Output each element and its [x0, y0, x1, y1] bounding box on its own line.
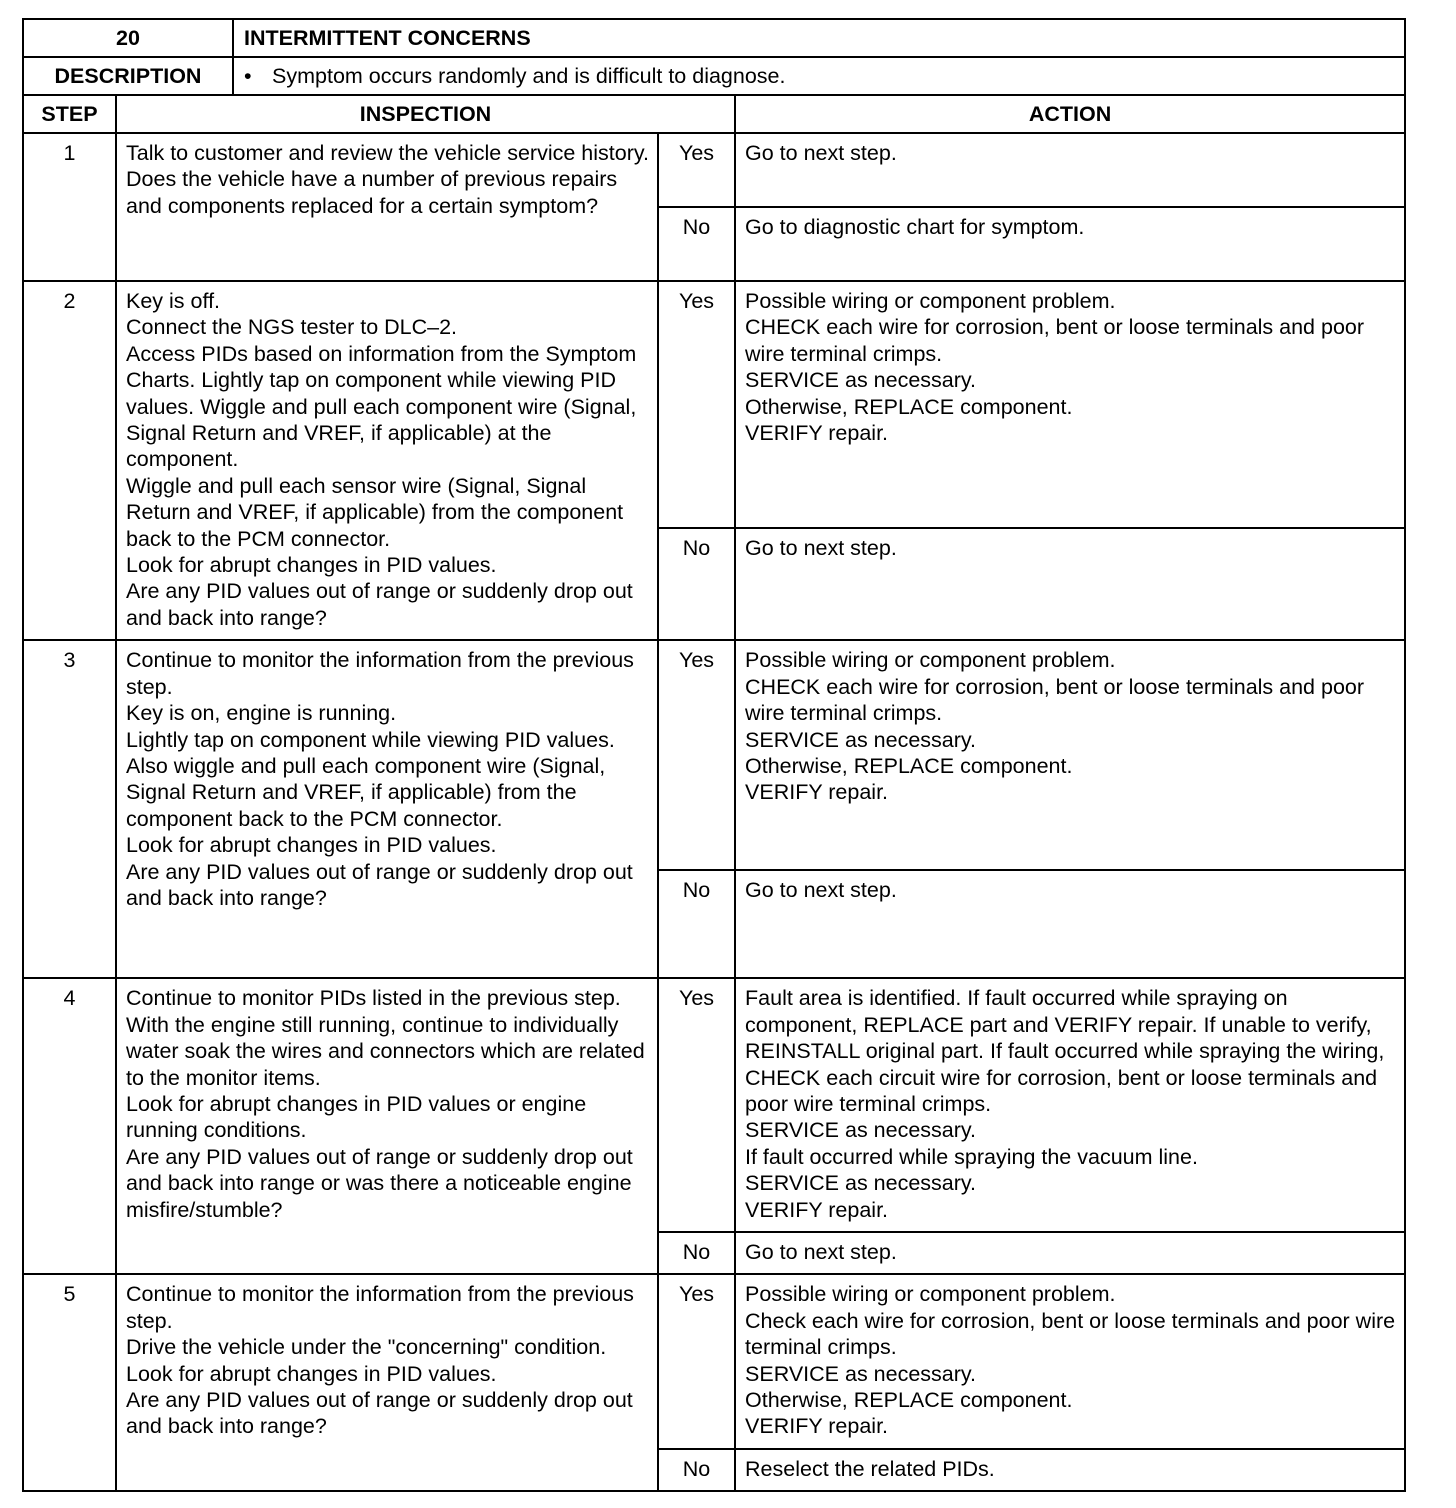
yes-label: Yes — [658, 133, 735, 207]
action-line: CHECK each wire for corrosion, bent or loose terminals and poor wire terminal crimps. — [745, 315, 1365, 366]
action-line: Possible wiring or component problem. — [745, 289, 1116, 313]
inspection-line: Key is on, engine is running. — [126, 701, 397, 726]
yes-label: Yes — [658, 978, 735, 1232]
diagnostic-page — [22, 18, 1406, 1492]
inspection-cell — [116, 640, 658, 978]
inspection-line: Look for abrupt changes in PID values. — [126, 553, 497, 578]
yes-label: Yes — [658, 640, 735, 870]
action-line: Go to diagnostic chart for symptom. — [745, 215, 1085, 239]
inspection-line: Look for abrupt changes in PID values. — [126, 1361, 497, 1386]
description-row — [23, 57, 1405, 95]
section-number: 20 — [23, 19, 233, 57]
action-line: SERVICE as necessary. — [745, 1361, 977, 1386]
description-label: DESCRIPTION — [23, 57, 233, 95]
yes-action — [735, 640, 1405, 870]
inspection-line: Drive the vehicle under the "concerning" condition. — [126, 1335, 607, 1360]
action-line: CHECK each wire for corrosion, bent or loose terminals and poor wire terminal crimps. — [745, 674, 1365, 726]
step-number: 2 — [23, 281, 116, 640]
no-label: No — [658, 528, 735, 640]
inspection-line: Are any PID values out of range or suddenly drop out and back into range? — [126, 859, 633, 910]
inspection-cell — [116, 978, 658, 1274]
action-line: Go to next step. — [745, 878, 897, 903]
no-label: No — [658, 1449, 735, 1491]
action-line: VERIFY repair. — [745, 421, 889, 446]
inspection-line: Continue to monitor the information from the previous step. — [126, 1282, 634, 1333]
action-line: Fault area is identified. If fault occurred while spraying on component, REPLACE part and VERIFY repair. If unable to verify, REINSTALL original part. If fault occurred while spraying the wiring, CHECK each circuit wire for corrosion, bent or loose terminals and poor wire terminal crimps. — [745, 986, 1385, 1116]
col-inspection-header: INSPECTION — [116, 95, 735, 133]
inspection-line: Access PIDs based on information from the Symptom Charts. Lightly tap on component while viewing PID values. Wiggle and pull each component wire (Signal, Signal Return and VREF, if applicable) at the component. — [126, 341, 637, 472]
no-label: No — [658, 207, 735, 281]
action-line: Otherwise, REPLACE component. — [745, 1387, 1073, 1412]
no-action — [735, 207, 1405, 281]
inspection-cell — [116, 281, 658, 640]
action-line: Check each wire for corrosion, bent or loose terminals and poor wire terminal crimps. — [745, 1308, 1396, 1360]
inspection-line: Continue to monitor PIDs listed in the previous step. With the engine still running, continue to individually water soak the wires and connectors which are related to the monitor items. — [126, 986, 645, 1090]
column-header-row — [23, 95, 1405, 133]
yes-label: Yes — [658, 281, 735, 528]
step-row — [23, 133, 1405, 207]
no-label: No — [658, 1232, 735, 1274]
action-line: SERVICE as necessary. — [745, 727, 977, 752]
yes-action — [735, 978, 1405, 1232]
no-action — [735, 870, 1405, 978]
no-action — [735, 1449, 1405, 1491]
inspection-line: Connect the NGS tester to DLC–2. — [126, 315, 458, 340]
yes-action — [735, 1274, 1405, 1448]
description-cell — [233, 57, 1405, 95]
diagnostic-table — [22, 18, 1406, 1492]
action-line: VERIFY repair. — [745, 1197, 889, 1222]
action-line: Possible wiring or component problem. — [745, 1282, 1116, 1307]
inspection-line: Lightly tap on component while viewing PID values. — [126, 727, 615, 752]
inspection-line: Talk to customer and review the vehicle service history. — [126, 141, 649, 165]
step-row — [23, 1274, 1405, 1448]
action-line: VERIFY repair. — [745, 780, 889, 805]
col-step-header: STEP — [23, 95, 116, 133]
step-row — [23, 640, 1405, 870]
inspection-line: Key is off. — [126, 289, 221, 313]
action-line: Go to next step. — [745, 1239, 897, 1264]
inspection-cell — [116, 1274, 658, 1491]
yes-label: Yes — [658, 1274, 735, 1448]
yes-action — [735, 281, 1405, 528]
inspection-line: Does the vehicle have a number of previous repairs and components replaced for a certain symptom? — [126, 167, 618, 218]
inspection-line: Are any PID values out of range or suddenly drop out and back into range or was there a noticeable engine misfire/stumble? — [126, 1144, 633, 1222]
action-line: Otherwise, REPLACE component. — [745, 753, 1073, 778]
yes-action — [735, 133, 1405, 207]
inspection-line: Look for abrupt changes in PID values or engine running conditions. — [126, 1091, 587, 1143]
action-line: Possible wiring or component problem. — [745, 648, 1116, 673]
inspection-line: Also wiggle and pull each component wire (Signal, Signal Return and VREF, if applicable) from the component back to the PCM connector. — [126, 753, 606, 831]
action-line: Go to next step. — [745, 141, 897, 165]
step-number: 5 — [23, 1274, 116, 1491]
action-line: SERVICE as necessary. — [745, 1171, 977, 1196]
action-line: SERVICE as necessary. — [745, 1118, 977, 1143]
col-action-header: ACTION — [735, 95, 1405, 133]
inspection-line: Continue to monitor the information from the previous step. — [126, 648, 634, 699]
step-row — [23, 281, 1405, 528]
step-number: 3 — [23, 640, 116, 978]
action-line: VERIFY repair. — [745, 1414, 889, 1439]
step-row — [23, 978, 1405, 1232]
no-action — [735, 528, 1405, 640]
action-line: If fault occurred while spraying the vacuum line. — [745, 1144, 1198, 1169]
description-text: Symptom occurs randomly and is difficult to diagnose. — [272, 63, 786, 88]
action-line: SERVICE as necessary. — [745, 368, 977, 393]
action-line: Reselect the related PIDs. — [745, 1456, 995, 1481]
step-number: 1 — [23, 133, 116, 281]
inspection-line: Wiggle and pull each sensor wire (Signal, Signal Return and VREF, if applicable) from the component back to the PCM connector. — [126, 473, 624, 551]
inspection-line: Are any PID values out of range or suddenly drop out and back into range? — [126, 1387, 633, 1439]
inspection-cell — [116, 133, 658, 281]
section-title: INTERMITTENT CONCERNS — [233, 19, 1405, 57]
inspection-line: Are any PID values out of range or suddenly drop out and back into range? — [126, 579, 633, 630]
action-line: Go to next step. — [745, 535, 897, 560]
bullet-icon: • — [244, 63, 252, 88]
no-action — [735, 1232, 1405, 1274]
no-label: No — [658, 870, 735, 978]
title-row — [23, 19, 1405, 57]
step-number: 4 — [23, 978, 116, 1274]
inspection-line: Look for abrupt changes in PID values. — [126, 833, 497, 858]
action-line: Otherwise, REPLACE component. — [745, 394, 1073, 419]
